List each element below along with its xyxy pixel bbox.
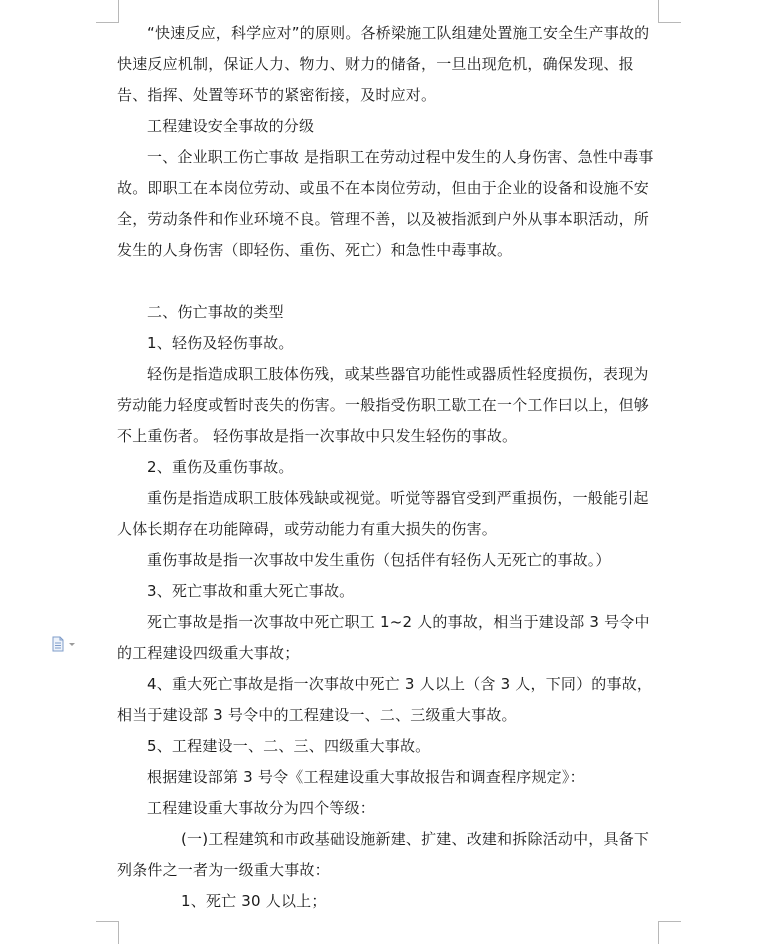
list-item: 3、死亡事故和重大死亡事故。 [147, 582, 355, 600]
list-item: 1、轻伤及轻伤事故。 [147, 334, 294, 352]
list-item: 2、重伤及重伤事故。 [147, 458, 294, 476]
paragraph: “快速反应，科学应对”的原则。各桥梁施工队组建处置施工安全生产事故的快速反应机制，保证人力、物力、财力的储备，一旦出现危机，确保发现、报告、指挥、处置等环节的紧密衔接，及时应对。 [117, 24, 650, 104]
paragraph: 一、企业职工伤亡事故 是指职工在劳动过程中发生的人身伤害、急性中毒事故。即职工在本岗位劳动、或虽不在本岗位劳动，但由于企业的设备和设施不安全，劳动条件和作业环境不良。管理不善，以及被指派到户外从事本职活动，所发生的人身伤害（即轻伤、重伤、死亡）和急性中毒事故。 [117, 148, 654, 259]
paragraph: 轻伤是指造成职工肢体伤残，或某些器官功能性或器质性轻度损伤，表现为劳动能力轻度或暂时丧失的伤害。一般指受伤职工歇工在一个工作曰以上，但够不上重伤者。 轻伤事故是指一次事故中只发生轻伤的事故。 [117, 365, 650, 445]
list-item: 1、死亡 30 人以上； [181, 892, 327, 910]
section-heading: 工程建设安全事故的分级 [147, 117, 315, 135]
list-item: 5、工程建设一、二、三、四级重大事故。 [147, 737, 431, 755]
paragraph: 4、重大死亡事故是指一次事故中死亡 3 人以上（含 3 人，下同）的事故，相当于建设部 3 号令中的工程建设一、二、三级重大事故。 [117, 675, 653, 724]
paragraph: 重伤事故是指一次事故中发生重伤（包括伴有轻伤人无死亡的事故。） [147, 551, 611, 569]
crop-mark-top-left [96, 0, 119, 23]
section-heading: 二、伤亡事故的类型 [147, 303, 284, 321]
crop-mark-bottom-right [658, 921, 681, 944]
document-outline-icon[interactable] [50, 636, 80, 652]
paragraph: 重伤是指造成职工肢体残缺或视觉。听觉等器官受到严重损伤，一般能引起人体长期存在功能障碍，或劳动能力有重大损失的伤害。 [117, 489, 649, 538]
paragraph: 工程建设重大事故分为四个等级： [147, 799, 376, 817]
crop-mark-bottom-left [96, 921, 119, 944]
paragraph: (一)工程建筑和市政基础设施新建、扩建、改建和拆除活动中，具备下列条件之一者为一级重大事故： [117, 830, 650, 879]
blank-line [117, 266, 662, 297]
paragraph: 根据建设部第 3 号令《工程建设重大事故报告和调查程序规定》： [147, 768, 585, 786]
paragraph: 死亡事故是指一次事故中死亡职工 1~2 人的事故，相当于建设部 3 号令中的工程建设四级重大事故； [117, 613, 650, 662]
document-body[interactable] [117, 18, 662, 917]
